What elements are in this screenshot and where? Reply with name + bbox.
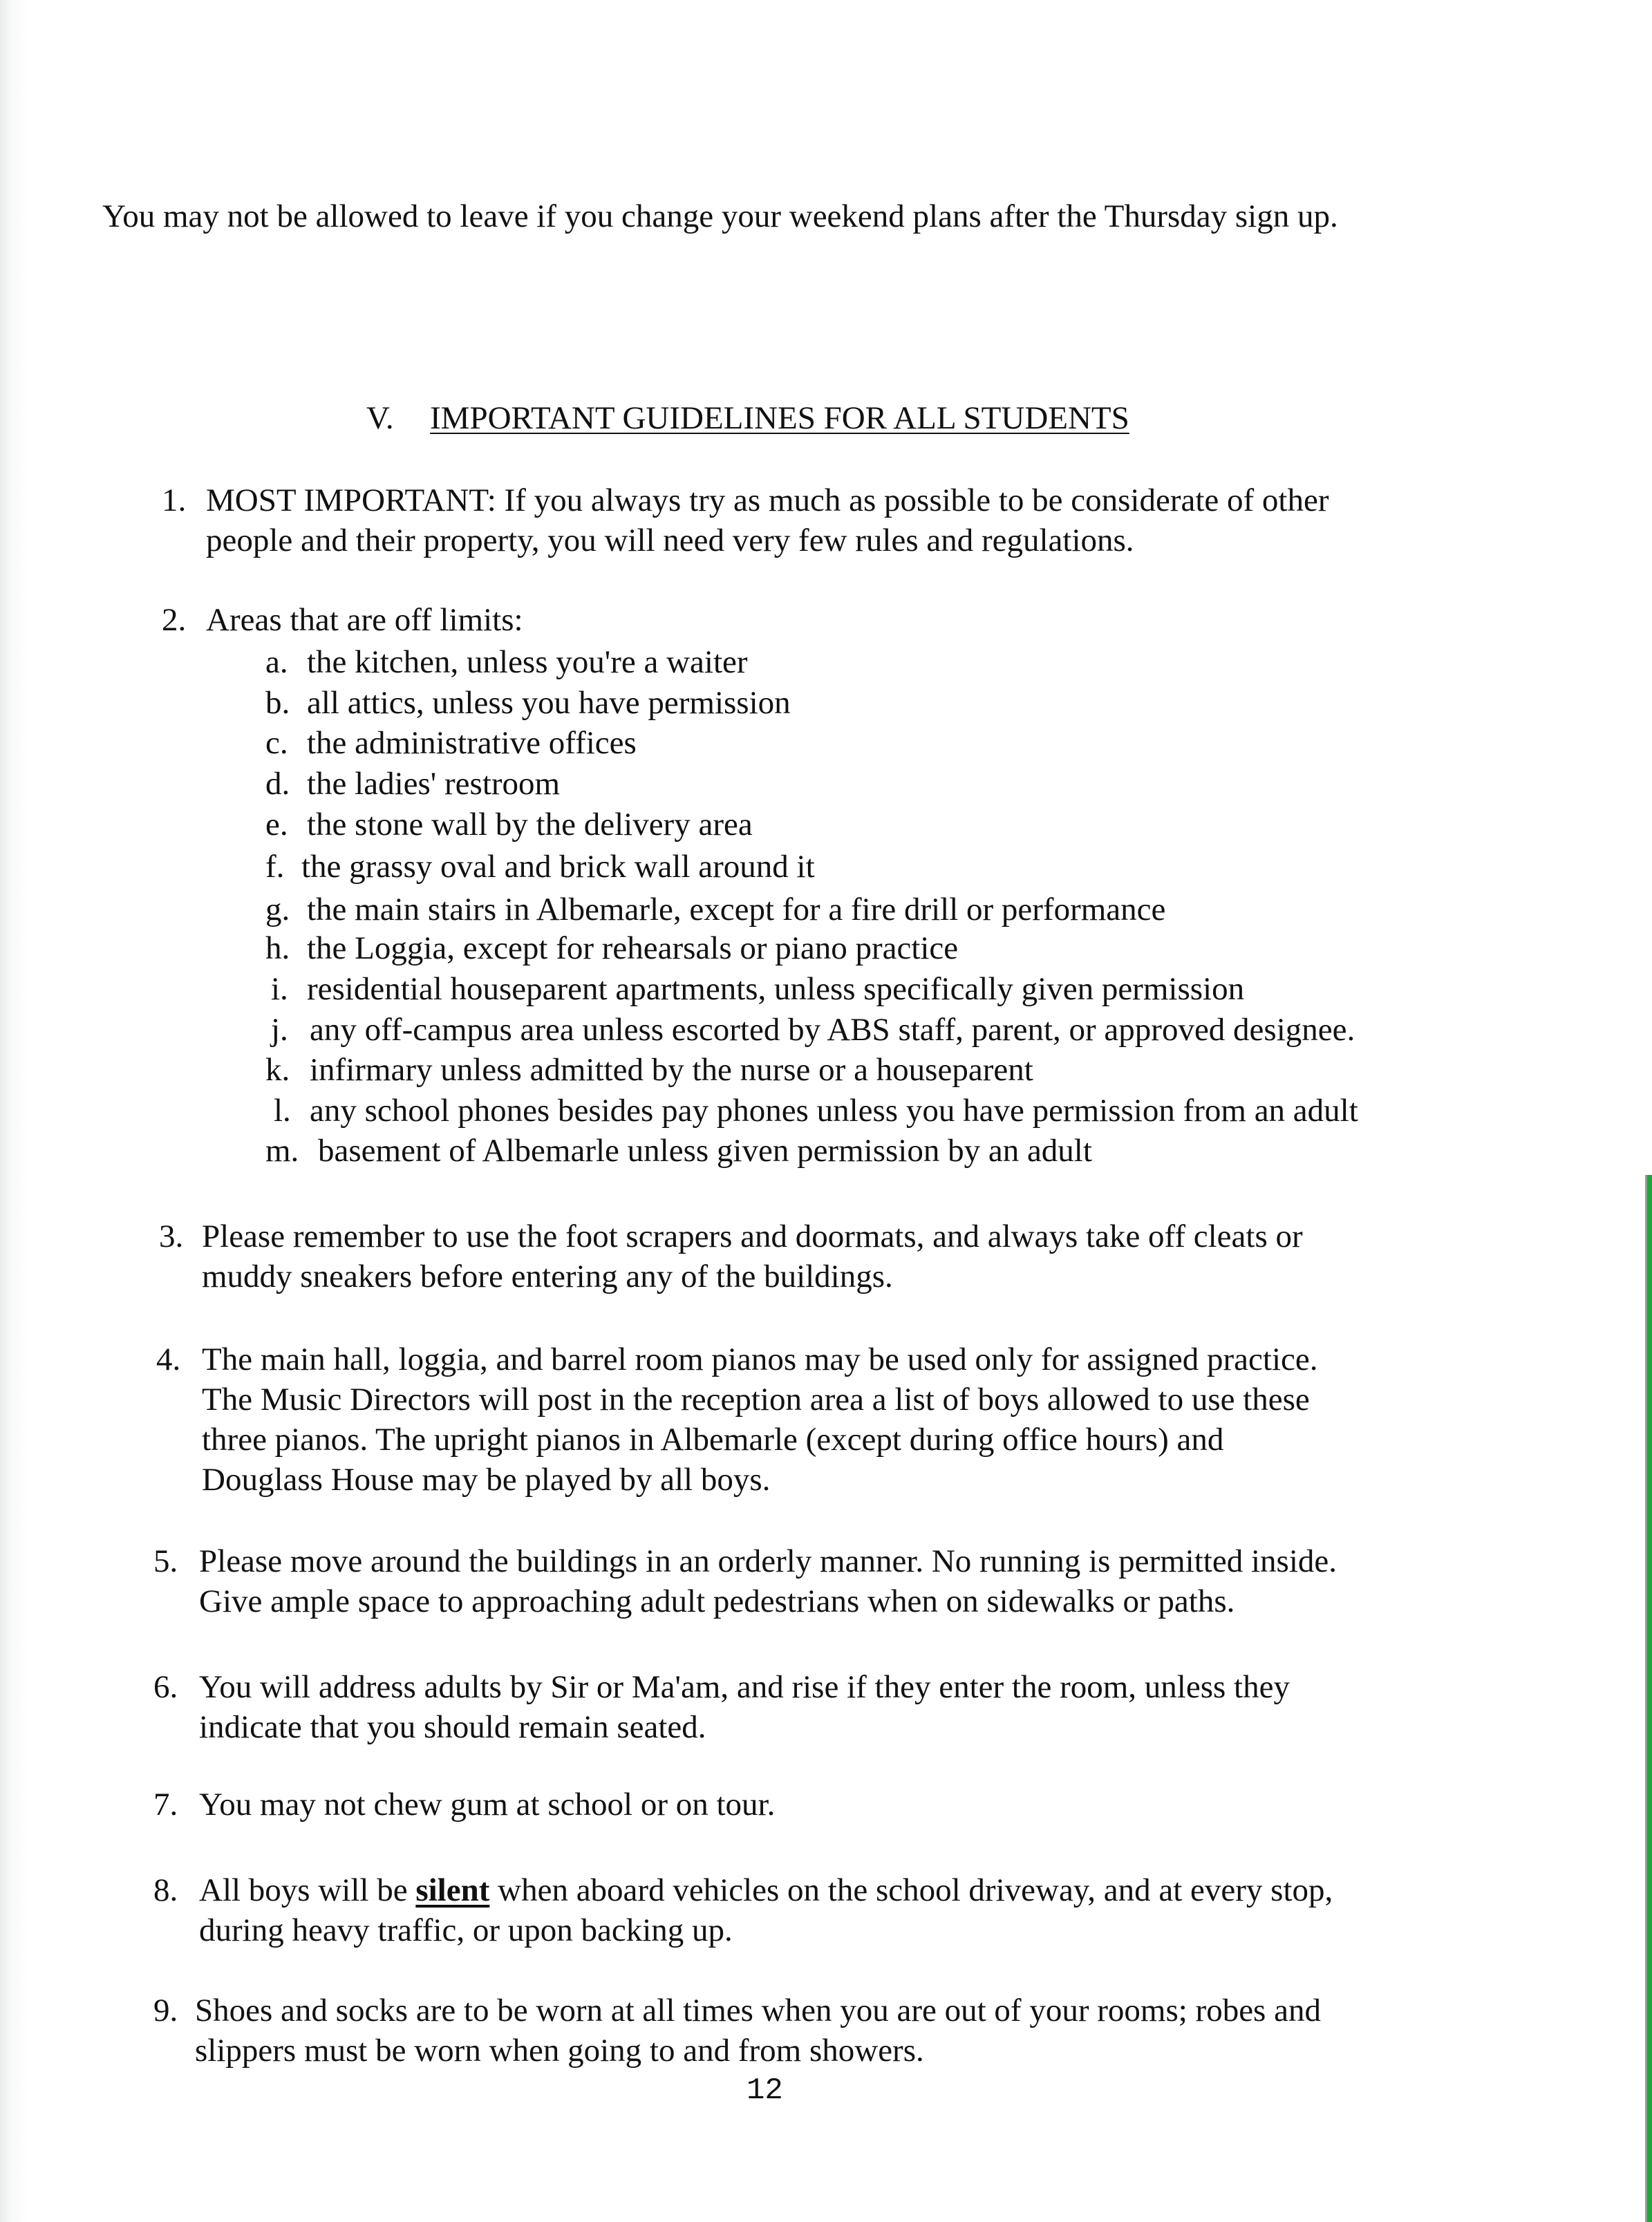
off-limits-item <box>265 804 753 845</box>
guideline-line: The Music Directors will post in the reception area a list of boys allowed to use these <box>202 1382 1310 1418</box>
off-limits-text: the administrative offices <box>307 725 637 761</box>
guideline-number: 6. <box>153 1669 178 1705</box>
page-edge-green-strip <box>1647 1175 1652 2222</box>
off-limits-text: basement of Albemarle unless given permission by an adult <box>318 1133 1092 1169</box>
guideline-line: Areas that are off limits: <box>206 602 523 638</box>
off-limits-item <box>265 1010 1355 1050</box>
off-limits-letter: f. <box>265 849 285 885</box>
guideline-number: 7. <box>153 1787 178 1823</box>
off-limits-item <box>265 764 560 804</box>
guideline-line: You will address adults by Sir or Ma'am, and rise if they enter the room, unless they <box>199 1669 1290 1705</box>
off-limits-item <box>265 1091 1358 1131</box>
off-limits-text: the kitchen, unless you're a waiter <box>307 644 748 680</box>
guideline-line: three pianos. The upright pianos in Albemarle (except during office hours) and <box>202 1422 1224 1458</box>
guideline-line: Please move around the buildings in an orderly manner. No running is permitted inside. <box>199 1543 1337 1579</box>
guideline-line: MOST IMPORTANT: If you always try as much as possible to be considerate of other <box>206 482 1329 518</box>
off-limits-text: any school phones besides pay phones unless you have permission from an adult <box>310 1093 1358 1129</box>
off-limits-letter: l. <box>274 1093 291 1129</box>
off-limits-item <box>265 928 958 968</box>
off-limits-item <box>265 683 791 723</box>
off-limits-text: the main stairs in Albemarle, except for a fire drill or performance <box>307 892 1166 928</box>
off-limits-text: all attics, unless you have permission <box>307 685 791 721</box>
emphasis-silent: silent <box>415 1872 490 1908</box>
guideline-number: 5. <box>153 1543 178 1579</box>
guideline-line <box>199 1870 1333 1910</box>
off-limits-text: the ladies' restroom <box>307 766 561 802</box>
guideline-line: muddy sneakers before entering any of the buildings. <box>202 1259 893 1294</box>
off-limits-item <box>265 847 815 887</box>
off-limits-letter: h. <box>265 930 290 966</box>
off-limits-letter: c. <box>265 725 288 761</box>
guideline-text: All boys will be <box>199 1872 416 1908</box>
guideline-number: 3. <box>159 1218 184 1254</box>
guideline-number: 9. <box>153 1993 178 2028</box>
section-heading <box>366 398 1129 438</box>
off-limits-letter: a. <box>265 644 288 680</box>
guideline-line: Shoes and socks are to be worn at all times when you are out of your rooms; robes and <box>195 1993 1321 2028</box>
off-limits-item <box>265 723 637 763</box>
off-limits-letter: i. <box>271 971 288 1007</box>
page-number: 12 <box>747 2073 783 2108</box>
off-limits-letter: d. <box>265 766 290 802</box>
guideline-line: people and their property, you will need very few rules and regulations. <box>206 522 1134 558</box>
guideline-line: during heavy traffic, or upon backing up. <box>199 1912 733 1948</box>
off-limits-text: infirmary unless admitted by the nurse or a houseparent <box>310 1052 1033 1088</box>
section-numeral: V. <box>366 400 394 436</box>
off-limits-text: residential houseparent apartments, unless specifically given permission <box>307 971 1245 1007</box>
intro-paragraph: You may not be allowed to leave if you change your weekend plans after the Thursday sign up. <box>102 198 1338 234</box>
off-limits-text: any off-campus area unless escorted by ABS staff, parent, or approved designee. <box>310 1012 1355 1048</box>
guideline-line: The main hall, loggia, and barrel room pianos may be used only for assigned practice. <box>202 1341 1318 1377</box>
off-limits-item <box>265 889 1165 930</box>
off-limits-item <box>265 969 1244 1009</box>
guideline-number: 2. <box>162 602 187 638</box>
off-limits-text: the Loggia, except for rehearsals or piano practice <box>307 930 959 966</box>
off-limits-letter: e. <box>265 807 288 842</box>
off-limits-letter: m. <box>265 1133 299 1169</box>
guideline-line: Give ample space to approaching adult pedestrians when on sidewalks or paths. <box>199 1583 1235 1619</box>
guideline-text: when aboard vehicles on the school driveway, and at every stop, <box>489 1872 1333 1908</box>
section-title: IMPORTANT GUIDELINES FOR ALL STUDENTS <box>430 400 1129 436</box>
guideline-line: You may not chew gum at school or on tour. <box>199 1787 776 1823</box>
off-limits-letter: j. <box>271 1012 288 1048</box>
guideline-line: indicate that you should remain seated. <box>199 1709 706 1745</box>
off-limits-text: the grassy oval and brick wall around it <box>301 849 815 885</box>
off-limits-item <box>265 642 748 682</box>
guideline-line: Douglass House may be played by all boys. <box>202 1462 771 1498</box>
guideline-number: 8. <box>153 1872 178 1908</box>
off-limits-letter: k. <box>265 1052 290 1088</box>
guideline-line: slippers must be worn when going to and from showers. <box>195 2033 924 2069</box>
off-limits-item <box>265 1050 1033 1090</box>
guideline-number: 1. <box>162 482 187 518</box>
off-limits-letter: g. <box>265 892 290 928</box>
off-limits-text: the stone wall by the delivery area <box>307 807 753 842</box>
guideline-number: 4. <box>156 1341 181 1377</box>
off-limits-letter: b. <box>265 685 290 721</box>
off-limits-item <box>265 1131 1092 1171</box>
guideline-line: Please remember to use the foot scrapers and doormats, and always take off cleats or <box>202 1218 1303 1254</box>
